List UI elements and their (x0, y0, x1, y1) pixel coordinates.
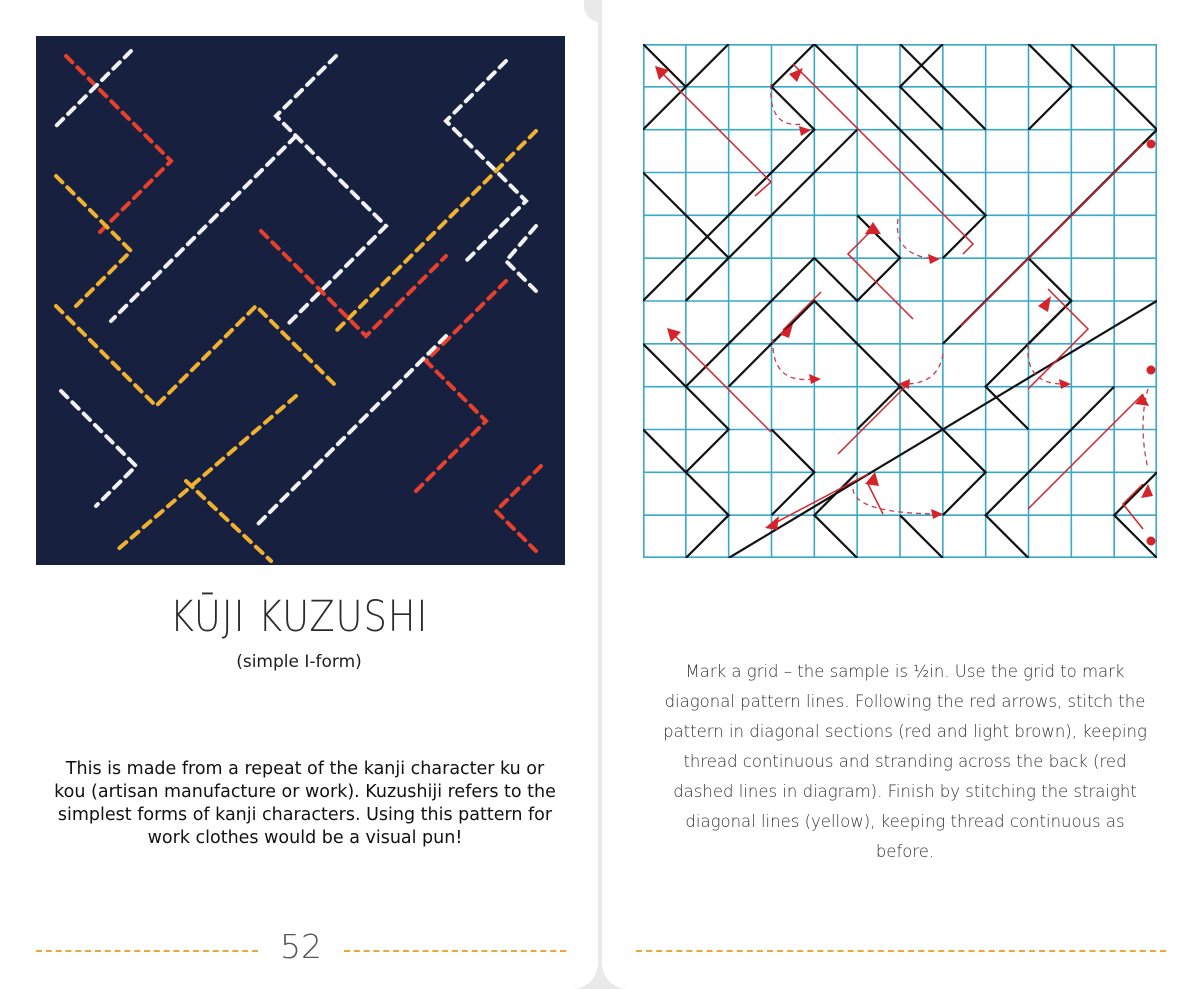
pattern-subtitle: (simple I-form) (236, 652, 362, 672)
pattern-description: This is made from a repeat of the kanji character ku or kou (artisan manufacture or work). Kuzushiji refers to the simplest forms of kanji characters. Using this pattern for work clothes would be a visual pun! (54, 759, 556, 848)
footer-divider-right (344, 950, 566, 952)
stitching-diagram (643, 44, 1157, 562)
footer-divider (636, 950, 1166, 952)
page-number: 52 (280, 927, 322, 966)
pattern-title: KŪJI KUZUSHI (169, 592, 429, 642)
left-page (0, 0, 598, 989)
sashiko-sample-photo (36, 36, 565, 565)
footer-divider-left (36, 950, 258, 952)
stitching-instructions: Mark a grid – the sample is ½in. Use the grid to mark diagonal pattern lines. Following the red arrows, stitch the pattern in diagonal sections (red and light brown), keeping thread continuous and stranding across the back (red dashed lines in diagram). Finish by stitching the straight diagonal lines (yellow), keeping thread continuous as before. (663, 662, 1147, 861)
